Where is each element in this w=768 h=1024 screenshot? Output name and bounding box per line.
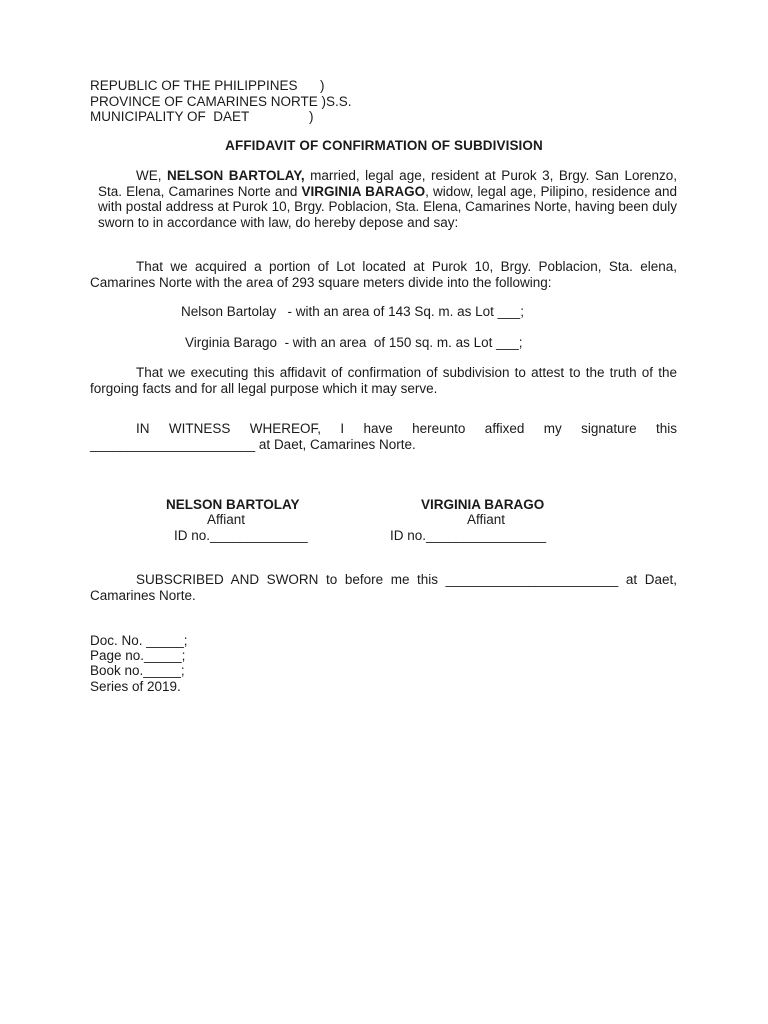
notary-book-no: Book no._____; [90, 663, 185, 678]
lot-line-1: Nelson Bartolay - with an area of 143 Sq. m. as Lot ___; [181, 304, 524, 319]
signatory-id-2: ID no.________________ [390, 528, 547, 543]
notary-page-no: Page no._____; [90, 648, 186, 663]
header-municipality: MUNICIPALITY OF DAET ) [90, 109, 314, 124]
signatory-name-1: NELSON BARTOLAY [166, 497, 300, 512]
witness-paragraph: IN WITNESS WHEREOF, I have hereunto affixed my signature this ______________________ at Daet, Camarines Norte. [90, 421, 677, 452]
signatory-role-2: Affiant [467, 512, 506, 527]
notary-doc-no: Doc. No. _____; [90, 633, 188, 648]
intro-paragraph [98, 168, 677, 230]
lot-line-2: Virginia Barago - with an area of 150 sq. m. as Lot ___; [185, 335, 523, 350]
affiant-name-1: NELSON BARTOLAY, [167, 168, 305, 183]
affiant-name-2: VIRGINIA BARAGO [301, 183, 426, 199]
signatory-id-1: ID no._____________ [174, 528, 308, 543]
notary-series: Series of 2019. [90, 679, 181, 694]
purpose-paragraph: That we executing this affidavit of confirmation of subdivision to attest to the truth of the forgoing facts and for all legal purpose which it may serve. [90, 365, 677, 396]
intro-text-2: , widow, legal age, Pilipino, residence and with postal address at Purok 10, Brgy. Poblacion, Sta. Elena, Camarines Norte, having been duly sworn to in accordance with law, do hereby depose and say: [98, 183, 677, 230]
subscribed-paragraph: SUBSCRIBED AND SWORN to before me this _______________________ at Daet, Camarines Norte. [90, 572, 677, 603]
signatory-name-2: VIRGINIA BARAGO [421, 497, 545, 512]
acquisition-paragraph: That we acquired a portion of Lot located at Purok 10, Brgy. Poblacion, Sta. elena, Camarines Norte with the area of 293 square meters divide into the following: [90, 259, 677, 290]
intro-text-1: married, legal age, resident at Purok 3, Brgy. San Lorenzo, Sta. Elena, Camarines Norte and [98, 168, 677, 199]
signatory-role-1: Affiant [207, 512, 246, 527]
header-republic: REPUBLIC OF THE PHILIPPINES ) [90, 78, 325, 93]
intro-we: WE, [136, 168, 168, 183]
header-province: PROVINCE OF CAMARINES NORTE )S.S. [90, 94, 352, 109]
document-title: AFFIDAVIT OF CONFIRMATION OF SUBDIVISION [225, 138, 543, 153]
